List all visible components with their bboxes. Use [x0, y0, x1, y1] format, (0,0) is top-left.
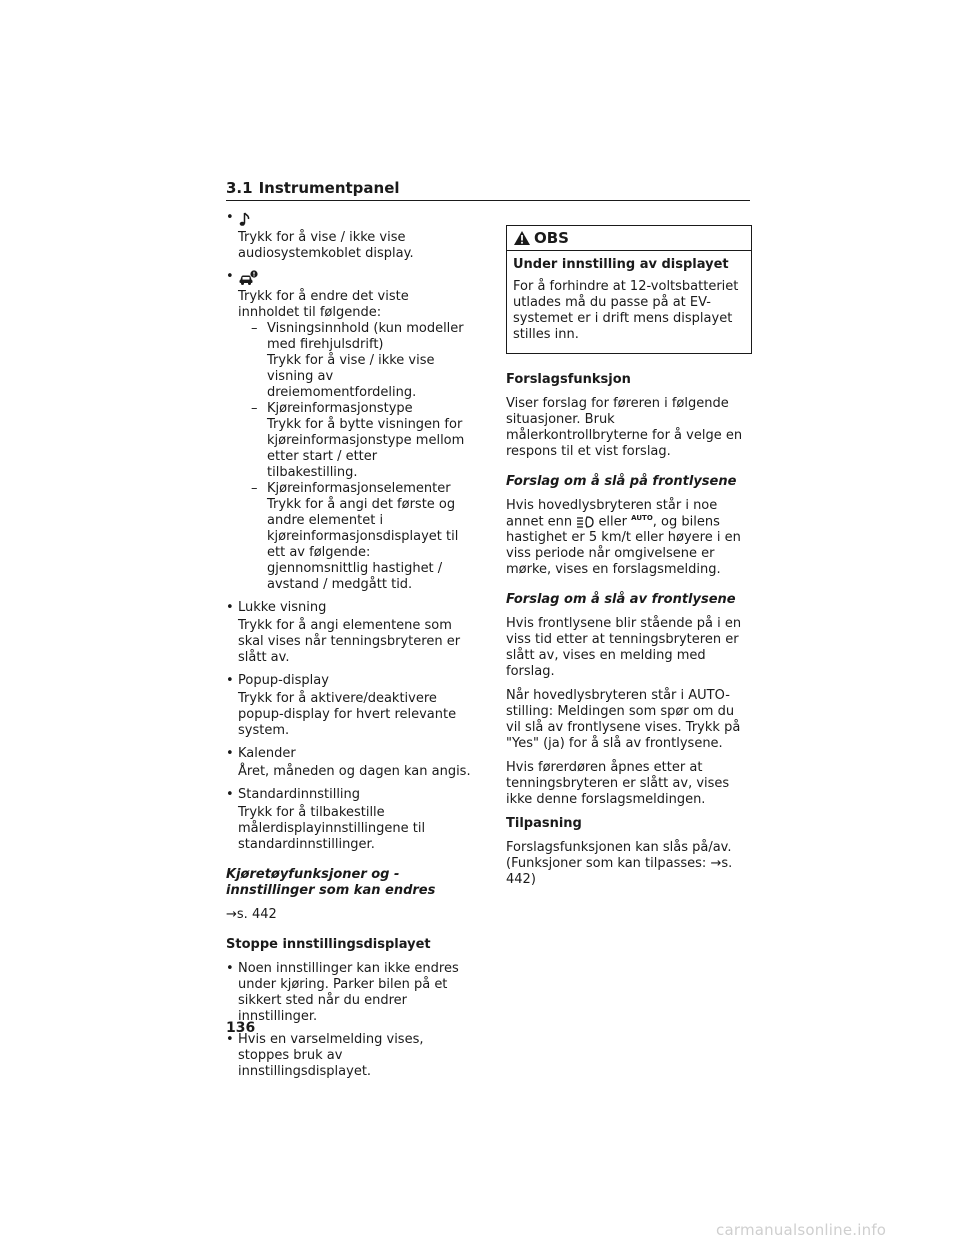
- section-number: 3.1: [226, 179, 253, 197]
- lights-on-text: Hvis hovedlysbryteren står i noe annet enn eller AUTO, og bilens hastighet er 5 km/t eller høyere i en viss periode når omgivelsene er mørke, vises en forslagsmelding.: [506, 498, 741, 578]
- caution-box: [506, 225, 752, 354]
- lights-off-text-1: Hvis frontlysene blir stående på i en viss tid etter at tenningsbryteren er slått av, vises en melding med forslag.: [506, 616, 742, 680]
- sub-item: – Kjøreinformasjonstype Trykk for å bytte visningen for kjøreinformasjonstype mellom etter start / etter tilbakestilling.: [251, 401, 465, 480]
- vehicle-display-item: [226, 269, 471, 593]
- vehicle-display-description: Trykk for å endre det viste innholdet til følgende:: [238, 289, 409, 320]
- headlight-icon: [576, 516, 594, 528]
- sub-item-title: Kjøreinformasjonstype: [267, 401, 413, 416]
- sub-item-text: Trykk for å vise / ikke vise visning av dreiemomentfordeling.: [267, 353, 435, 400]
- caution-header: [507, 226, 751, 251]
- sub-item-text: Trykk for å bytte visningen for kjøreinformasjonstype mellom etter start / etter tilbakestilling.: [267, 417, 465, 480]
- list-item-text: Trykk for å angi elementene som skal vises når tenningsbryteren er slått av.: [238, 618, 461, 665]
- page-reference[interactable]: →s. 442: [226, 907, 277, 922]
- caution-label: OBS: [534, 229, 569, 247]
- arrow-right-icon: →: [710, 856, 722, 872]
- section-header: [226, 179, 750, 201]
- page-reference[interactable]: →s. 442): [506, 856, 733, 888]
- audio-description: Trykk for å vise / ikke vise audiosystemkoblet display.: [238, 230, 414, 261]
- list-item-text: Trykk for å aktivere/deaktivere popup-display for hvert relevante system.: [238, 691, 457, 738]
- sub-item: – Visningsinnhold (kun modeller med firehjulsdrift) Trykk for å vise / ikke vise visning av dreiemomentfordeling.: [251, 321, 464, 400]
- lights-on-heading: Forslag om å slå på frontlysene: [506, 474, 737, 489]
- auto-icon: AUTO: [631, 514, 653, 522]
- customization-heading: Tilpasning: [506, 816, 582, 832]
- lights-off-text-2: Når hovedlysbryteren står i AUTO-stilling: Meldingen som spør om du vil slå av frontlysene vises. Trykk på "Yes" (ja) for å slå av frontlysene.: [506, 688, 741, 752]
- caution-title: Under innstilling av displayet: [513, 257, 729, 272]
- stop-settings-heading: Stoppe innstillingsdisplayet: [226, 937, 431, 952]
- list-item-title: Kalender: [238, 746, 296, 761]
- left-column: [226, 210, 471, 1087]
- list-item: • Noen innstillinger kan ikke endres under kjøring. Parker bilen på et sikkert sted når du endrer innstillinger.: [226, 961, 459, 1024]
- bullet: •: [226, 269, 234, 284]
- list-item-title: Standardinnstilling: [238, 787, 361, 802]
- watermark: carmanualsonline.info: [716, 1221, 887, 1239]
- caution-text: For å forhindre at 12-voltsbatteriet utlades må du passe på at EV-systemet er i drift mens displayet stilles inn.: [513, 279, 739, 342]
- sub-item-title: Visningsinnhold (kun modeller med firehjulsdrift): [267, 321, 464, 352]
- lights-off-text-3: Hvis førerdøren åpnes etter at tenningsbryteren er slått av, vises ikke denne forslagsmeldingen.: [506, 760, 730, 808]
- audio-item: [226, 210, 471, 262]
- suggestion-heading: Forslagsfunksjon: [506, 372, 631, 387]
- sub-item-text: Trykk for å angi det første og andre elementet i kjøreinformasjonsdisplayet til ett av følgende: gjennomsnittlig hastighet / avstand / medgått tid.: [267, 497, 459, 592]
- arrow-right-icon: →: [226, 907, 237, 922]
- bullet: •: [226, 210, 234, 225]
- list-item: • Lukke visning Trykk for å angi elementene som skal vises når tenningsbryteren er slått av.: [226, 600, 471, 666]
- music-note-icon: [238, 211, 250, 227]
- page-number: 136: [226, 1020, 256, 1036]
- sub-item: – Kjøreinformasjonselementer Trykk for å angi det første og andre elementet i kjøreinformasjonsdisplayet til ett av følgende: gjennomsnittlig hastighet / avstand / medgått tid.: [251, 481, 459, 592]
- list-item-text: Trykk for å tilbakestille målerdisplayinnstillingene til standardinnstillinger.: [238, 805, 426, 852]
- customization-text: Forslagsfunksjonen kan slås på/av. (Funksjoner som kan tilpasses: →s. 442): [506, 840, 733, 888]
- sub-item-title: Kjøreinformasjonselementer: [267, 481, 451, 496]
- list-item: • Popup-display Trykk for å aktivere/deaktivere popup-display for hvert relevante system.: [226, 673, 471, 739]
- list-item-title: Popup-display: [238, 673, 329, 688]
- list-item: • Hvis en varselmelding vises, stoppes bruk av innstillingsdisplayet.: [226, 1032, 424, 1079]
- vehicle-functions-heading: Kjøretøyfunksjoner og -innstillinger som kan endres: [226, 867, 436, 898]
- vehicle-settings-icon: [238, 270, 258, 286]
- list-item: • Standardinnstilling Trykk for å tilbakestille målerdisplayinnstillingene til standardinnstillinger.: [226, 787, 471, 853]
- list-item: • Kalender Året, måneden og dagen kan angis.: [226, 746, 471, 779]
- list-item-text: Året, måneden og dagen kan angis.: [238, 764, 471, 779]
- warning-icon: [513, 230, 531, 246]
- lights-off-heading: Forslag om å slå av frontlysene: [506, 592, 736, 608]
- suggestion-text: Viser forslag for føreren i følgende situasjoner. Bruk målerkontrollbryterne for å velge en respons til et vist forslag.: [506, 396, 743, 459]
- section-title: Instrumentpanel: [258, 179, 400, 197]
- list-item-title: Lukke visning: [238, 600, 327, 615]
- right-column: [506, 210, 752, 896]
